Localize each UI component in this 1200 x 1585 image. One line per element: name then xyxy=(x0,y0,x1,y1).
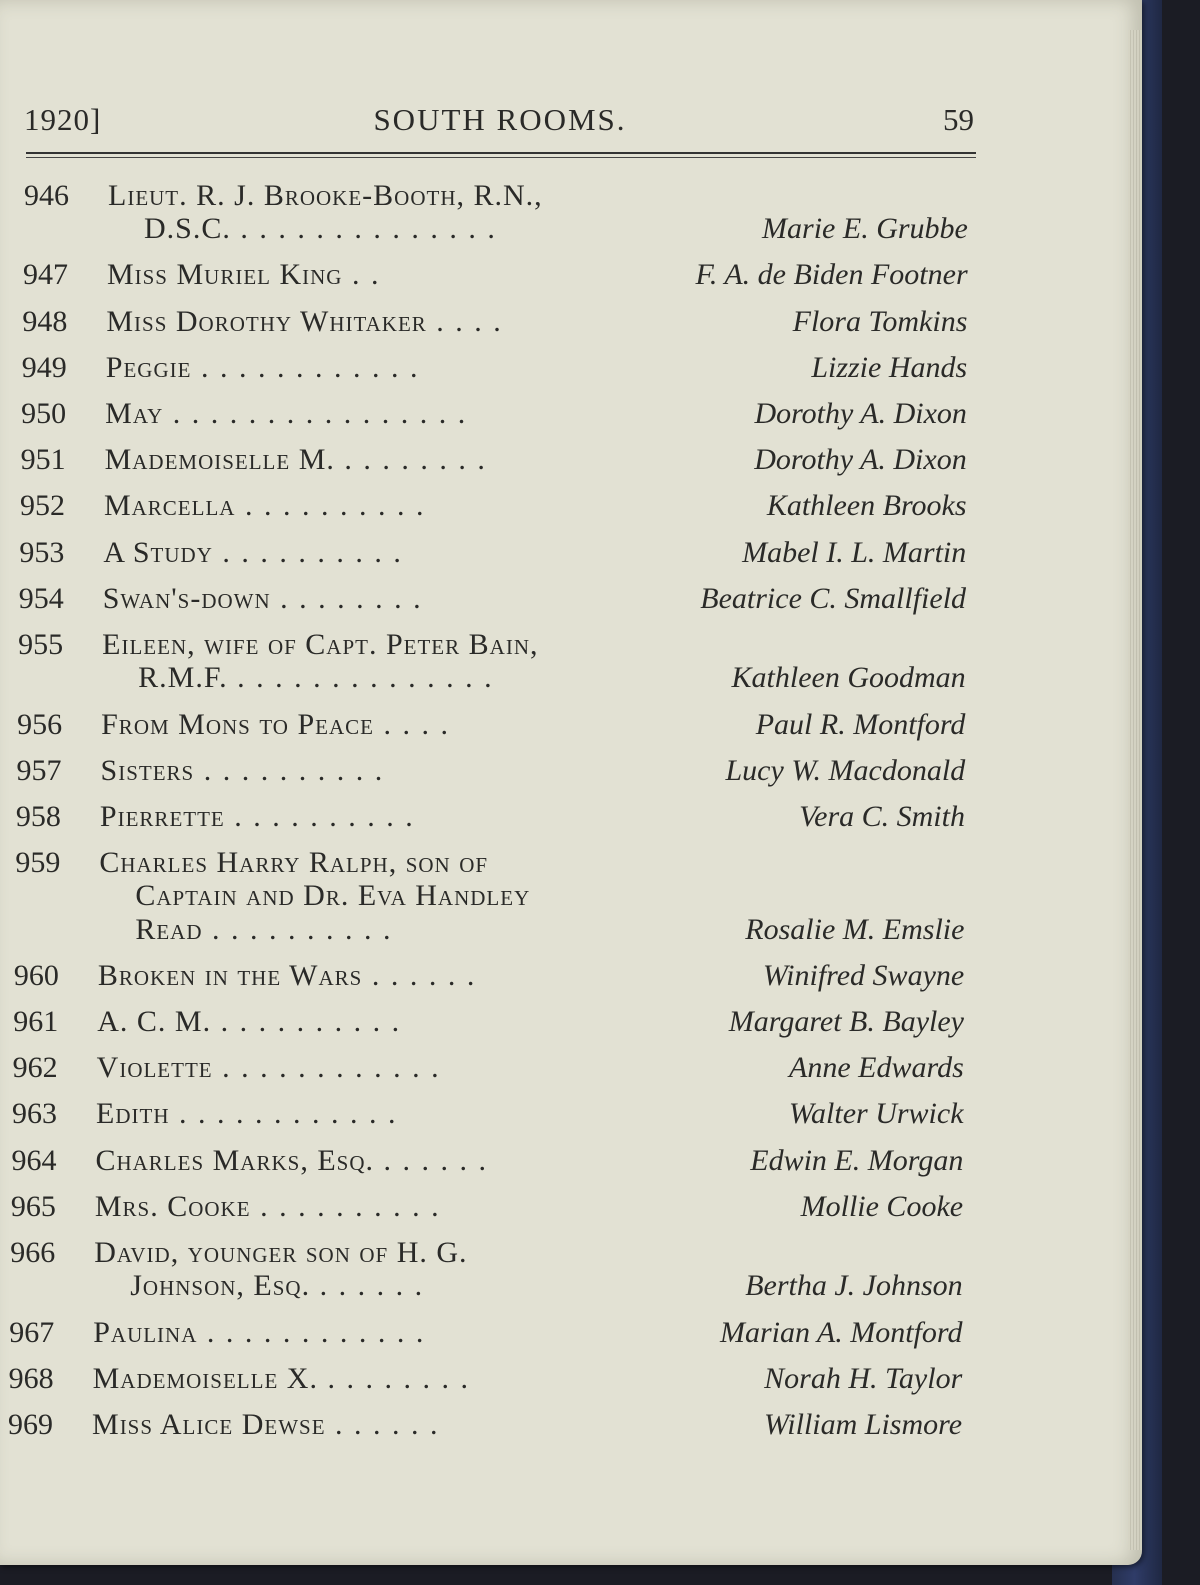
entry-artist: Lizzie Hands xyxy=(811,350,968,384)
entry-artist: Norah H. Taylor xyxy=(764,1361,963,1395)
entry-title-continued: Captain and Dr. Eva Handley xyxy=(135,879,531,913)
entry-title: Charles Marks, Esq. xyxy=(95,1143,374,1177)
entry-title: Lieut. R. J. Brooke-Booth, R.N., xyxy=(108,179,543,212)
entry-number: 963 xyxy=(12,1097,58,1131)
entry-artist: Bertha J. Johnson xyxy=(745,1269,963,1303)
leader-dots: . . . . . . xyxy=(374,1143,488,1177)
leader-dots: . . . . . . . . . . xyxy=(194,753,385,787)
leader-dots: . . . . . . . . xyxy=(317,1361,470,1395)
entry-number: 946 xyxy=(24,179,69,212)
leader-dots: . . . . . . . . xyxy=(270,581,423,615)
entry-title-continued: D.S.C. xyxy=(144,212,231,246)
leader-dots: . . . . . . . . . . . . xyxy=(169,1097,398,1131)
entry-title: Mademoiselle X. xyxy=(92,1361,318,1395)
page-edge xyxy=(1128,30,1142,1550)
leader-dots: . . . . . . . . . . . . . . . . xyxy=(163,397,468,431)
leader-dots: . . . . . . . . . . xyxy=(202,912,393,946)
leader-dots: . . . . xyxy=(426,304,503,338)
leader-dots: . . . . . . . . . . . . xyxy=(197,1315,426,1349)
entry-number: 956 xyxy=(17,707,63,741)
entry-artist: Flora Tomkins xyxy=(792,304,968,338)
entry-number: 967 xyxy=(9,1315,55,1349)
entry-number: 968 xyxy=(8,1361,54,1395)
entry-title: David, younger son of H. G. xyxy=(94,1236,468,1270)
entry-number: 957 xyxy=(16,753,62,787)
entry-number: 951 xyxy=(20,443,66,477)
entry-artist: William Lismore xyxy=(763,1407,963,1441)
entry-artist: Marie E. Grubbe xyxy=(762,212,968,246)
entry-artist: Margaret B. Bayley xyxy=(728,1005,964,1039)
entry-title: Mrs. Cooke xyxy=(94,1189,251,1223)
entry-artist: Dorothy A. Dixon xyxy=(754,397,967,431)
entry-artist: Dorothy A. Dixon xyxy=(754,443,967,477)
entry-title: From Mons to Peace xyxy=(101,707,374,741)
leader-dots: . . . . . . . . . . xyxy=(235,489,426,523)
entry-artist: Mabel I. L. Martin xyxy=(742,535,967,569)
leader-dots: . . . . . . . . . . . . xyxy=(212,1051,441,1085)
entry-number: 953 xyxy=(19,535,65,569)
entry-title: Miss Alice Dewse xyxy=(92,1407,326,1441)
entry-title: Miss Dorothy Whitaker xyxy=(106,304,427,338)
entry-artist: Rosalie M. Emslie xyxy=(745,912,965,946)
entry-title: A Study xyxy=(103,535,213,569)
entry-number: 954 xyxy=(18,581,64,615)
entry-number: 966 xyxy=(10,1236,56,1270)
leader-dots: . . . . . . . . . . xyxy=(250,1189,441,1223)
entry-artist: Lucy W. Macdonald xyxy=(725,753,966,787)
entry-title: Mademoiselle M. xyxy=(104,443,335,477)
leader-dots: . . . . . . xyxy=(325,1407,440,1441)
entry-title: Peggie xyxy=(105,350,192,384)
leader-dots: . . . . . . xyxy=(310,1269,425,1303)
entry-number: 949 xyxy=(21,350,67,384)
entry-artist: Vera C. Smith xyxy=(799,799,965,833)
entry-title: Marcella xyxy=(103,489,236,523)
leader-dots: . . . . . . . . xyxy=(334,443,487,477)
entry-number: 952 xyxy=(19,489,65,523)
leader-dots: . . . . . . . . . . xyxy=(211,1005,402,1039)
entry-number: 964 xyxy=(11,1143,57,1177)
entry-title: Edith xyxy=(96,1097,170,1131)
leader-dots: . . . . . . . . . . . . xyxy=(191,350,420,384)
entry-number: 947 xyxy=(22,258,68,292)
entry-artist: Kathleen Brooks xyxy=(766,489,967,523)
header-title: SOUTH ROOMS. xyxy=(373,102,627,137)
entry-artist: Marian A. Montford xyxy=(719,1315,963,1349)
entry-title: Pierrette xyxy=(99,799,225,833)
entry-number: 965 xyxy=(10,1189,56,1223)
entry-title: Broken in the Wars xyxy=(97,958,363,992)
entry-title: Eileen, wife of Capt. Peter Bain, xyxy=(102,628,539,662)
entry-artist: Winifred Swayne xyxy=(762,958,965,992)
entry-artist: Edwin E. Morgan xyxy=(750,1143,964,1177)
entry-title-continued: Read xyxy=(135,912,203,946)
entry-artist: F. A. de Biden Footner xyxy=(695,258,968,292)
entry-title: Sisters xyxy=(100,753,195,787)
entry-artist: Beatrice C. Smallfield xyxy=(700,581,967,615)
entry-title: May xyxy=(105,397,164,431)
entry-title: Charles Harry Ralph, son of xyxy=(99,846,489,880)
entry-number: 950 xyxy=(21,397,67,431)
leader-dots: . . . . . . . . . . . . . . xyxy=(230,212,497,246)
entry-number: 948 xyxy=(22,304,68,338)
leader-dots: . . . . xyxy=(373,707,450,741)
entry-title: Miss Muriel King xyxy=(106,258,343,292)
entry-number: 958 xyxy=(15,799,61,833)
entry-artist: Mollie Cooke xyxy=(800,1189,964,1223)
entry-number: 959 xyxy=(15,846,61,880)
leader-dots: . . . . . . . . . . xyxy=(212,535,403,569)
leader-dots: . . . . . . . . . . . . . . xyxy=(227,661,494,695)
entry-title: Paulina xyxy=(93,1315,198,1349)
entry-number: 961 xyxy=(13,1005,59,1039)
entry-title: Swan's-down xyxy=(102,581,271,615)
leader-dots: . . . . . . . . . . xyxy=(224,799,415,833)
entry-title-continued: R.M.F. xyxy=(138,661,228,695)
page-number: 59 xyxy=(943,102,974,137)
entry-title: A. C. M. xyxy=(97,1005,212,1039)
entry-number: 962 xyxy=(12,1051,58,1085)
header-year: 1920] xyxy=(24,102,102,137)
entry-title-continued: Johnson, Esq. xyxy=(130,1269,311,1303)
entry-artist: Kathleen Goodman xyxy=(731,661,966,695)
entry-title: Violette xyxy=(96,1051,213,1085)
entry-number: 955 xyxy=(18,628,64,662)
entry-number: 960 xyxy=(13,958,59,992)
entry-number: 969 xyxy=(8,1407,54,1441)
leader-dots: . . . . . . xyxy=(362,958,477,992)
entry-artist: Paul R. Montford xyxy=(755,707,966,741)
leader-dots: . . xyxy=(342,258,381,292)
entry-artist: Anne Edwards xyxy=(789,1051,964,1085)
entry-artist: Walter Urwick xyxy=(788,1097,964,1131)
